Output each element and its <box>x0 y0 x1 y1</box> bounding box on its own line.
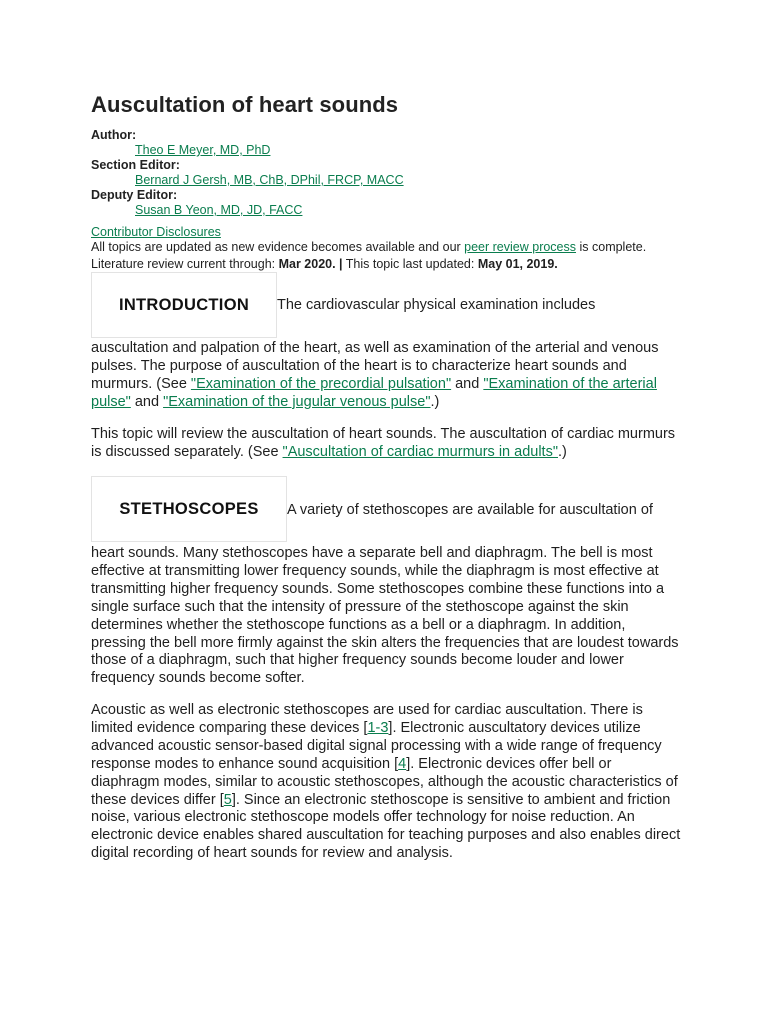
deputy-editor-label: Deputy Editor: <box>91 188 178 202</box>
stethoscopes-paragraph-1: heart sounds. Many stethoscopes have a separate bell and diaphragm. The bell is most effective at transmitting lower frequency sounds, while the diaphragm is most effective at transmitting higher frequency sounds. Some stethoscopes combine these functions into a single surface such that the intensity of pressure of the stethoscope against the skin determines whether the stethoscope functions as a bell or a diaphragm. In addition, pressing the bell more firmly against the skin alters the frequencies that are loudest towards those of a diaphragm, such that higher frequency sounds become louder and lower frequency sounds become softer. <box>91 545 679 687</box>
introduction-paragraph-2: This topic will review the auscultation of heart sounds. The auscultation of cardiac murmurs is discussed separately. (See "Auscultation of cardiac murmurs in adults".) <box>91 426 676 460</box>
stethoscopes-heading-box <box>91 476 287 542</box>
stethoscopes-lead: A variety of stethoscopes are available for auscultation of <box>287 502 653 518</box>
author-label: Author: <box>91 128 137 142</box>
review-dates <box>91 257 558 272</box>
section-editor-label: Section Editor: <box>91 158 180 172</box>
last-updated-label: This topic last updated: <box>342 257 478 271</box>
page-title: Auscultation of heart sounds <box>91 92 399 117</box>
update-pre: All topics are updated as new evidence becomes available and our <box>91 240 465 254</box>
last-updated-date: May 01, 2019. <box>477 257 558 271</box>
author-link[interactable]: Theo E Meyer, MD, PhD <box>135 143 271 157</box>
introduction-paragraph-1: auscultation and palpation of the heart, as well as examination of the arterial and venous pulses. The purpose of auscultation of the heart is to characterize heart sounds and murmurs. (See "Examination of the precordial pulsation" and "Examination of the arterial pulse" and "Examination of the jugular venous pulse".) <box>91 340 659 410</box>
cardiac-murmurs-link[interactable]: "Auscultation of cardiac murmurs in adults" <box>282 443 558 460</box>
deputy-editor-link[interactable]: Susan B Yeon, MD, JD, FACC <box>135 203 303 217</box>
lit-review-label: Literature review current through: <box>91 257 279 271</box>
arterial-pulse-link[interactable]: "Examination of the arterial pulse" <box>91 375 657 410</box>
disclosures-line <box>91 225 221 240</box>
author-line <box>135 143 270 158</box>
contributor-disclosures-link[interactable]: Contributor Disclosures <box>91 225 221 239</box>
update-note <box>91 240 646 255</box>
lit-review-date: Mar 2020. | <box>278 257 343 271</box>
stethoscopes-paragraph-2: Acoustic as well as electronic stethoscopes are used for cardiac auscultation. There is limited evidence comparing these devices [1-3]. Electronic auscultatory devices utilize advanced acoustic sensor-based digital signal processing with a wide range of frequency response modes to enhance sound acquisition [4]. Electronic devices offer bell or diaphragm modes, similar to acoustic stethoscopes, although the acoustic characteristics of these devices differ [5]. Since an electronic stethoscope is sensitive to ambient and friction noise, various electronic stethoscope models offer technology for noise reduction. An electronic device enables shared auscultation for teaching purposes and also enables direct digital recording of heart sounds for review and analysis. <box>91 702 681 862</box>
deputy-editor-line <box>135 203 302 218</box>
introduction-lead: The cardiovascular physical examination includes <box>277 297 596 313</box>
section-editor-line <box>135 173 404 188</box>
jugular-venous-pulse-link[interactable]: "Examination of the jugular venous pulse" <box>163 393 431 410</box>
reference-link-1-3[interactable]: 1-3 <box>367 719 389 736</box>
introduction-heading-box <box>91 272 277 338</box>
precordial-pulsation-link[interactable]: "Examination of the precordial pulsation" <box>190 375 452 392</box>
introduction-heading: INTRODUCTION <box>118 295 250 314</box>
section-editor-link[interactable]: Bernard J Gersh, MB, ChB, DPhil, FRCP, MACC <box>135 173 404 187</box>
peer-review-link[interactable]: peer review process <box>464 240 577 254</box>
reference-link-4[interactable]: 4 <box>398 755 407 772</box>
stethoscopes-heading: STETHOSCOPES <box>119 499 259 518</box>
reference-link-5[interactable]: 5 <box>223 791 232 808</box>
update-post: is complete. <box>576 240 647 254</box>
